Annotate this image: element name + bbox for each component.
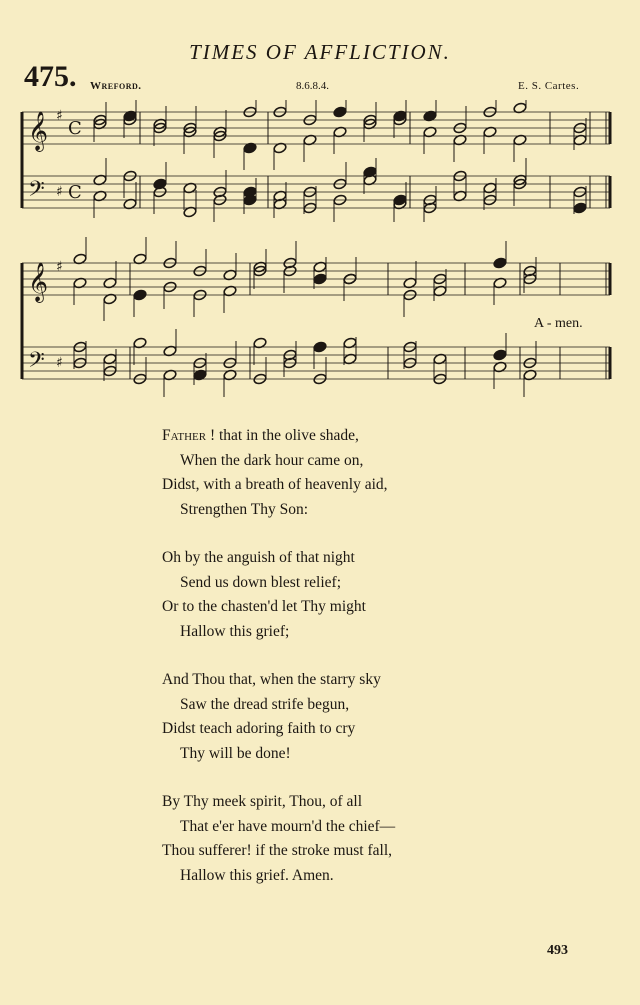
- verse-line: Didst teach adoring faith to cry: [162, 720, 356, 737]
- stanza-3: [162, 668, 395, 766]
- note-head: [493, 257, 507, 269]
- sharp-sign: ♯: [56, 355, 63, 371]
- note-head: [133, 289, 147, 301]
- tune-name: Wreford.: [90, 80, 142, 92]
- hymn-number: 475.: [24, 60, 77, 93]
- note-head: [493, 349, 507, 361]
- note-head: [333, 106, 347, 118]
- verse-line: Thy will be done!: [180, 744, 291, 762]
- verse-line: By Thy meek spirit, Thou, of all: [162, 793, 363, 810]
- verse-line: Oh by the anguish of that night: [162, 549, 355, 566]
- stanza-1: [162, 424, 395, 522]
- music-score: [20, 100, 620, 410]
- verse-line: Thou sufferer! if the stroke must fall,: [162, 842, 392, 859]
- sharp-sign: ♯: [56, 184, 63, 200]
- hymn-text: [162, 424, 395, 912]
- verse-line: Hallow this grief. Amen.: [180, 866, 334, 884]
- stanza-4: [162, 790, 395, 888]
- verse-line: And Thou that, when the starry sky: [162, 671, 381, 688]
- page-number: 493: [547, 943, 568, 958]
- verse-line: Saw the dread strife begun,: [180, 695, 350, 713]
- sharp-sign: ♯: [56, 259, 63, 275]
- treble-clef: 𝄞: [28, 111, 49, 151]
- section-title: TIMES OF AFFLICTION.: [189, 40, 451, 64]
- bass-clef: 𝄢: [28, 177, 45, 207]
- verse-line: When the dark hour came on,: [180, 451, 364, 469]
- note-head: [313, 341, 327, 353]
- verse-line: That e'er have mourn'd the chief—: [180, 817, 396, 835]
- stanza-2: [162, 546, 395, 644]
- time-signature: C: [68, 118, 82, 139]
- note-head: [573, 202, 587, 214]
- note-head: [313, 273, 327, 285]
- amen-label: A - men.: [534, 316, 583, 331]
- verse-line: ! that in the olive shade,: [209, 427, 359, 444]
- verse-line: Strengthen Thy Son:: [180, 500, 309, 518]
- time-signature: C: [68, 182, 82, 203]
- composer: E. S. Cartes.: [518, 80, 580, 92]
- verse-line: Send us down blest relief;: [180, 573, 342, 591]
- verse-line: Or to the chasten'd let Thy might: [162, 598, 366, 615]
- verse-line: Hallow this grief;: [180, 622, 290, 640]
- bass-clef: 𝄢: [28, 348, 45, 378]
- treble-clef: 𝄞: [28, 262, 49, 302]
- meter: 8.6.8.4.: [296, 80, 329, 92]
- sharp-sign: ♯: [56, 108, 63, 124]
- verse-line: Didst, with a breath of heavenly aid,: [162, 476, 388, 493]
- first-word: Father: [162, 427, 207, 444]
